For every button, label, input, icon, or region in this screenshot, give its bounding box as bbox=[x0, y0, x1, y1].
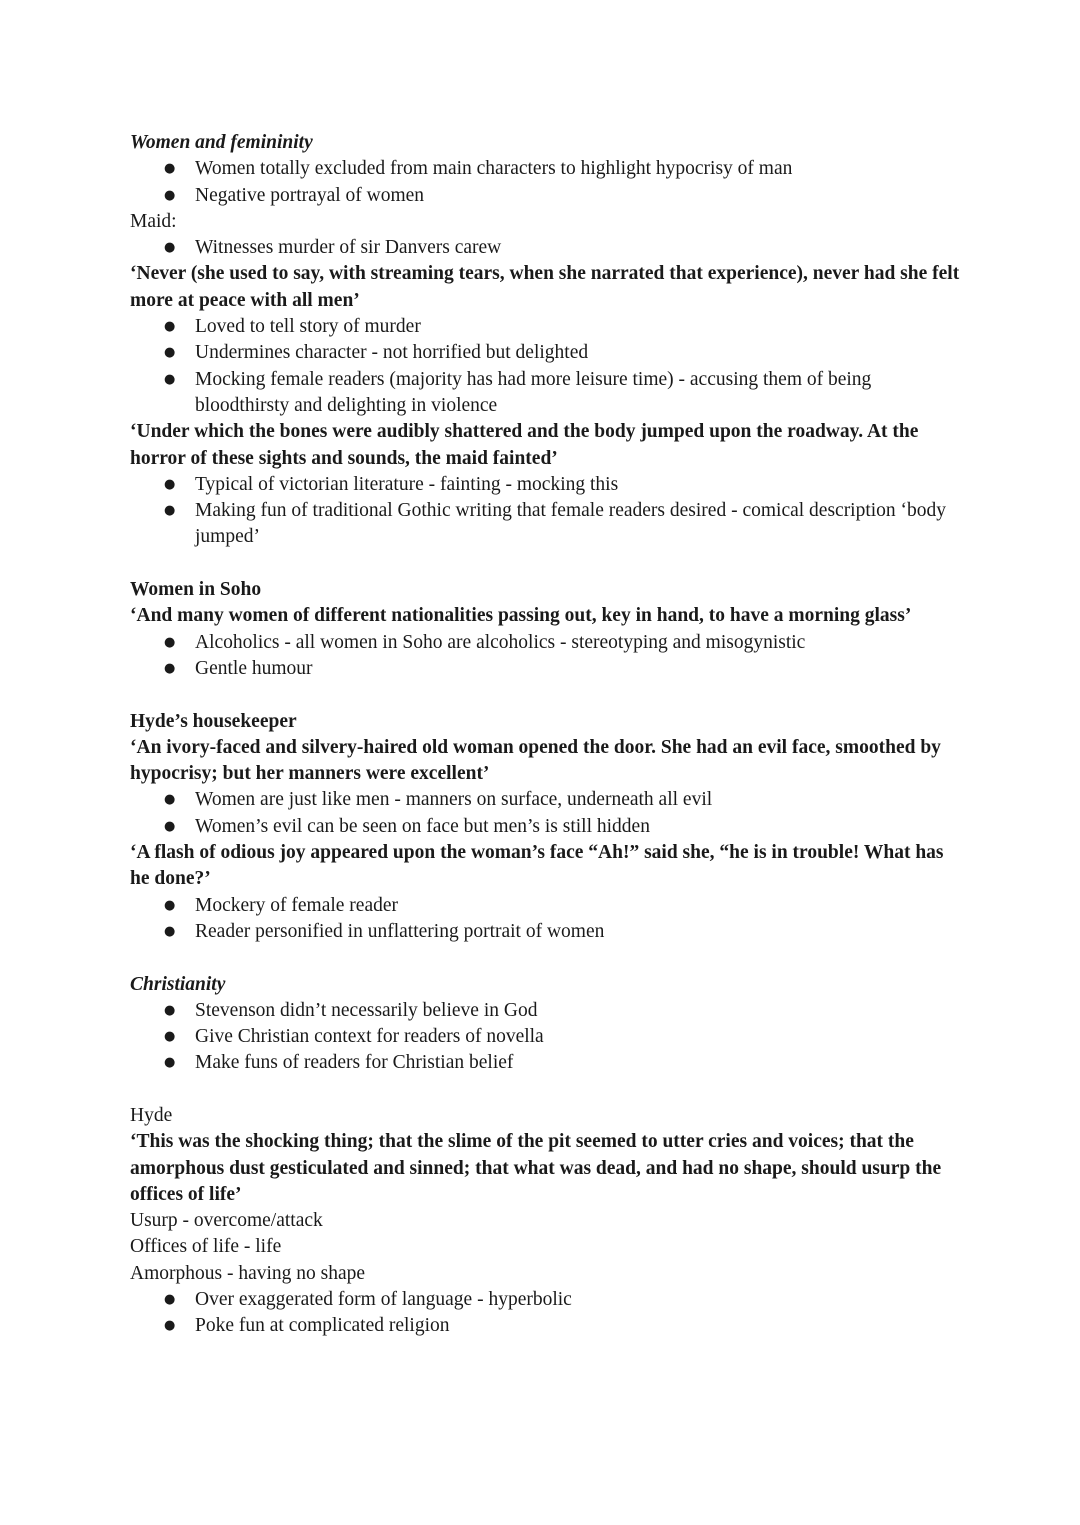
definition: Usurp - overcome/attack bbox=[130, 1210, 323, 1232]
list-item: ● Stevenson didn’t necessarily believe in God bbox=[130, 998, 960, 1024]
list-item: ● Over exaggerated form of language - hyperbolic bbox=[130, 1287, 960, 1313]
bullet-list bbox=[130, 314, 960, 419]
list-item: ● Women totally excluded from main characters to highlight hypocrisy of man bbox=[130, 156, 960, 182]
heading-hydes-housekeeper: Hyde’s housekeeper bbox=[130, 710, 297, 732]
list-item: ● Alcoholics - all women in Soho are alcoholics - stereotyping and misogynistic bbox=[130, 630, 960, 656]
maid-label: Maid: bbox=[130, 210, 177, 232]
bullet-list bbox=[130, 893, 960, 946]
list-item: ● Women’s evil can be seen on face but men’s is still hidden bbox=[130, 814, 960, 840]
spacer bbox=[130, 945, 960, 971]
heading-women-and-femininity: Women and femininity bbox=[130, 132, 313, 153]
list-item: ● Give Christian context for readers of novella bbox=[130, 1024, 960, 1050]
quote: ‘An ivory-faced and silvery-haired old woman opened the door. She had an evil face, smoothed by hypocrisy; but her manners were excellent’ bbox=[130, 736, 941, 785]
bullet-list bbox=[130, 787, 960, 840]
bullet-list bbox=[130, 1287, 960, 1340]
quote: ‘Under which the bones were audibly shattered and the body jumped upon the roadway. At the horror of these sights and sounds, the maid fainted’ bbox=[130, 421, 919, 469]
heading-hyde: Hyde bbox=[130, 1104, 173, 1126]
spacer bbox=[130, 682, 960, 708]
definition: Amorphous - having no shape bbox=[130, 1262, 366, 1284]
bullet-list bbox=[130, 235, 960, 261]
bullet-list bbox=[130, 998, 960, 1077]
list-item: ● Women are just like men - manners on surface, underneath all evil bbox=[130, 787, 960, 813]
list-item: ● Negative portrayal of women bbox=[130, 183, 960, 209]
document-page bbox=[130, 130, 960, 1340]
bullet-list bbox=[130, 630, 960, 683]
list-item: ● Gentle humour bbox=[130, 656, 960, 682]
list-item: ● Loved to tell story of murder bbox=[130, 314, 960, 340]
list-item: ● Making fun of traditional Gothic writing that female readers desired - comical description ‘body jumped’ bbox=[130, 498, 960, 551]
list-item: ● Poke fun at complicated religion bbox=[130, 1313, 960, 1339]
list-item: ● Typical of victorian literature - fainting - mocking this bbox=[130, 472, 960, 498]
list-item: ● Reader personified in unflattering portrait of women bbox=[130, 919, 960, 945]
quote: ‘A flash of odious joy appeared upon the woman’s face “Ah!” said she, “he is in trouble! What has he done?’ bbox=[130, 842, 944, 890]
quote: ‘And many women of different nationalities passing out, key in hand, to have a morning glass’ bbox=[130, 605, 912, 627]
list-item: ● Undermines character - not horrified but delighted bbox=[130, 340, 960, 366]
heading-women-in-soho: Women in Soho bbox=[130, 579, 262, 601]
bullet-list bbox=[130, 472, 960, 551]
bullet-list bbox=[130, 156, 960, 209]
list-item: ● Mocking female readers (majority has had more leisure time) - accusing them of being bloodthirsty and delighting in violence bbox=[130, 367, 960, 420]
list-item: ● Make funs of readers for Christian belief bbox=[130, 1050, 960, 1076]
list-item: ● Mockery of female reader bbox=[130, 893, 960, 919]
definition: Offices of life - life bbox=[130, 1236, 282, 1258]
spacer bbox=[130, 1077, 960, 1103]
quote: ‘Never (she used to say, with streaming tears, when she narrated that experience), never had she felt more at peace with all men’ bbox=[130, 263, 960, 311]
list-item: ● Witnesses murder of sir Danvers carew bbox=[130, 235, 960, 261]
quote: ‘This was the shocking thing; that the slime of the pit seemed to utter cries and voices; that the amorphous dust gesticulated and sinned; that what was dead, and had no shape, should usurp the offices of life’ bbox=[130, 1131, 942, 1205]
heading-christianity: Christianity bbox=[130, 973, 226, 995]
spacer bbox=[130, 551, 960, 577]
